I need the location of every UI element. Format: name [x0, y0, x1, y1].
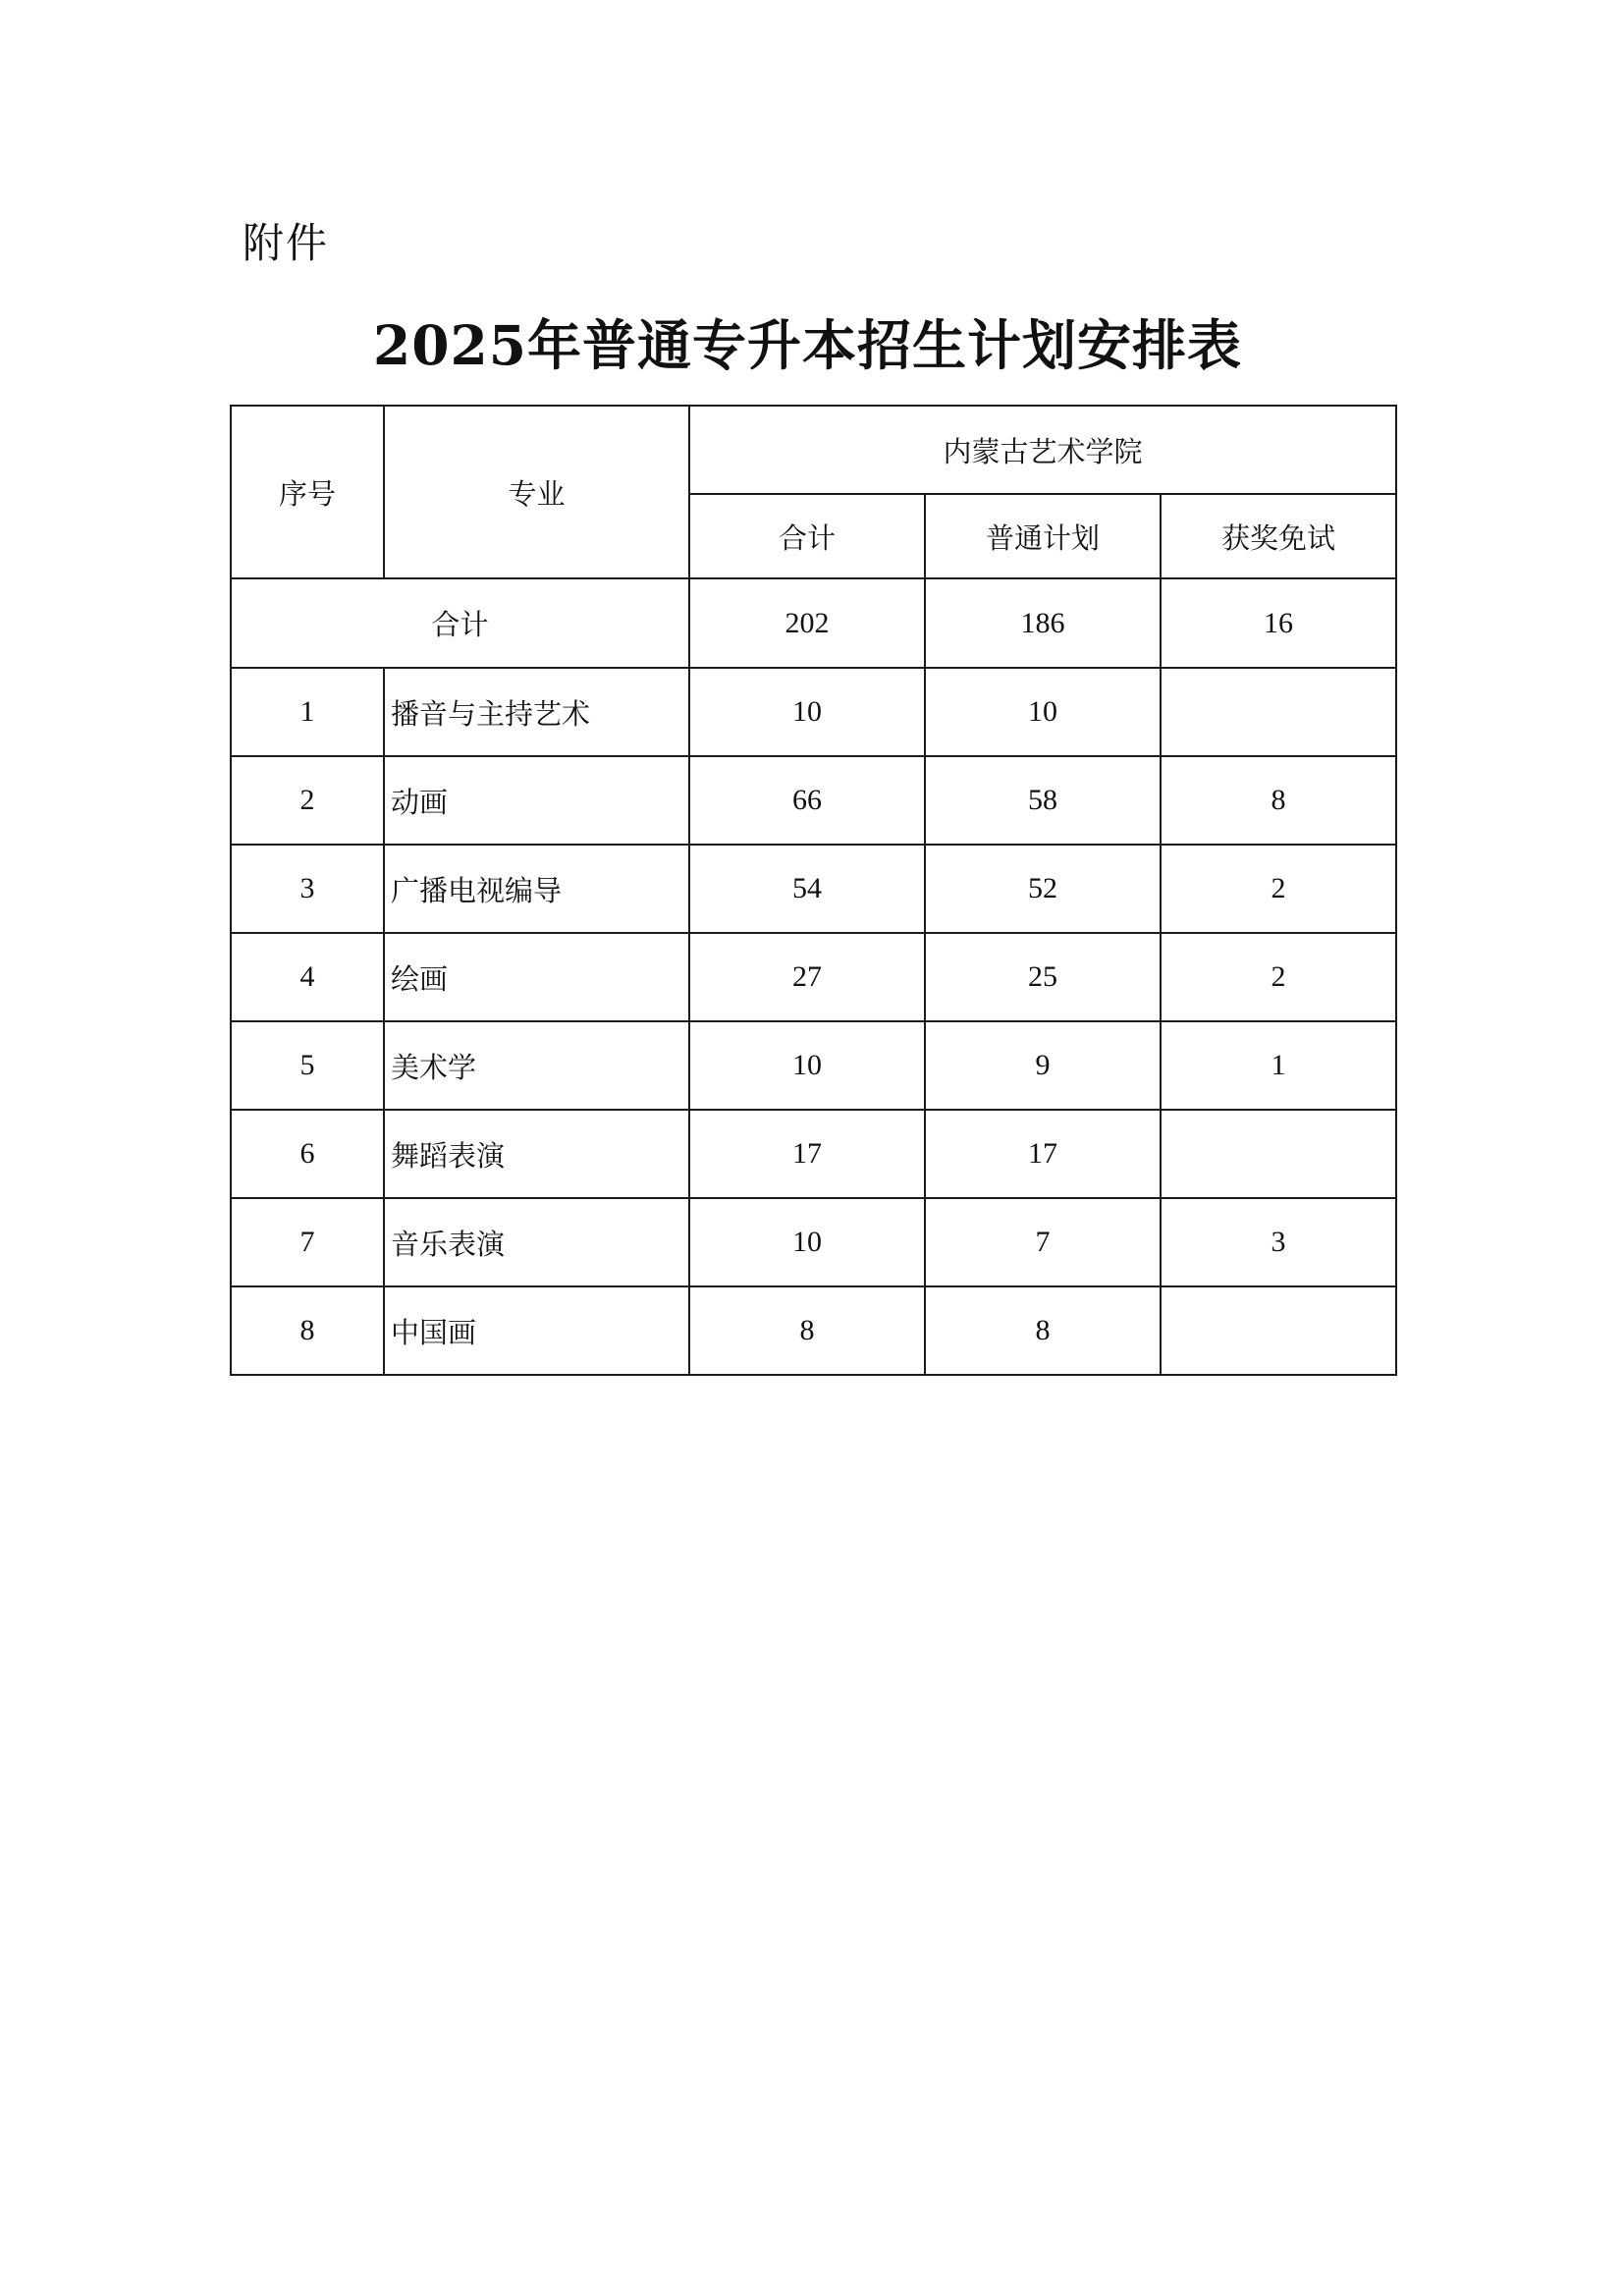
enrollment-plan-table [230, 405, 1397, 1376]
table-row [231, 845, 1396, 933]
row-major: 绘画 [384, 933, 689, 1021]
row-exempt: 2 [1161, 933, 1396, 1021]
row-total: 54 [689, 845, 925, 933]
row-exempt [1161, 1110, 1396, 1198]
row-major: 舞蹈表演 [384, 1110, 689, 1198]
table-row [231, 933, 1396, 1021]
row-index: 3 [231, 845, 384, 933]
row-exempt: 2 [1161, 845, 1396, 933]
row-exempt: 3 [1161, 1198, 1396, 1286]
row-total: 27 [689, 933, 925, 1021]
table-row [231, 1110, 1396, 1198]
table-row [231, 668, 1396, 756]
row-regular: 10 [925, 668, 1161, 756]
row-exempt [1161, 668, 1396, 756]
summary-exempt: 16 [1161, 578, 1396, 668]
summary-row [231, 578, 1396, 668]
row-index: 1 [231, 668, 384, 756]
row-regular: 7 [925, 1198, 1161, 1286]
row-total: 10 [689, 668, 925, 756]
row-index: 6 [231, 1110, 384, 1198]
table-row [231, 756, 1396, 845]
row-major: 动画 [384, 756, 689, 845]
row-regular: 8 [925, 1286, 1161, 1375]
row-exempt: 8 [1161, 756, 1396, 845]
row-regular: 17 [925, 1110, 1161, 1198]
table-row [231, 1286, 1396, 1375]
row-regular: 52 [925, 845, 1161, 933]
row-major: 播音与主持艺术 [384, 668, 689, 756]
row-exempt [1161, 1286, 1396, 1375]
header-regular: 普通计划 [925, 494, 1161, 578]
row-index: 4 [231, 933, 384, 1021]
row-total: 10 [689, 1021, 925, 1110]
header-school: 内蒙古艺术学院 [689, 406, 1396, 494]
row-major: 广播电视编导 [384, 845, 689, 933]
row-total: 8 [689, 1286, 925, 1375]
row-regular: 58 [925, 756, 1161, 845]
document-title: 2025年普通专升本招生计划安排表 [372, 313, 1243, 377]
row-index: 2 [231, 756, 384, 845]
row-total: 66 [689, 756, 925, 845]
header-index: 序号 [231, 406, 384, 578]
summary-regular: 186 [925, 578, 1161, 668]
row-major: 美术学 [384, 1021, 689, 1110]
row-index: 8 [231, 1286, 384, 1375]
row-index: 5 [231, 1021, 384, 1110]
row-major: 中国画 [384, 1286, 689, 1375]
header-total: 合计 [689, 494, 925, 578]
summary-label: 合计 [231, 578, 689, 668]
row-exempt: 1 [1161, 1021, 1396, 1110]
row-total: 17 [689, 1110, 925, 1198]
row-regular: 9 [925, 1021, 1161, 1110]
row-index: 7 [231, 1198, 384, 1286]
summary-total: 202 [689, 578, 925, 668]
row-total: 10 [689, 1198, 925, 1286]
header-exempt: 获奖免试 [1161, 494, 1396, 578]
attachment-label: 附件 [243, 219, 330, 267]
table-row [231, 1021, 1396, 1110]
header-major: 专业 [384, 406, 689, 578]
row-major: 音乐表演 [384, 1198, 689, 1286]
row-regular: 25 [925, 933, 1161, 1021]
table-row [231, 1198, 1396, 1286]
table-header-row [231, 406, 1396, 494]
